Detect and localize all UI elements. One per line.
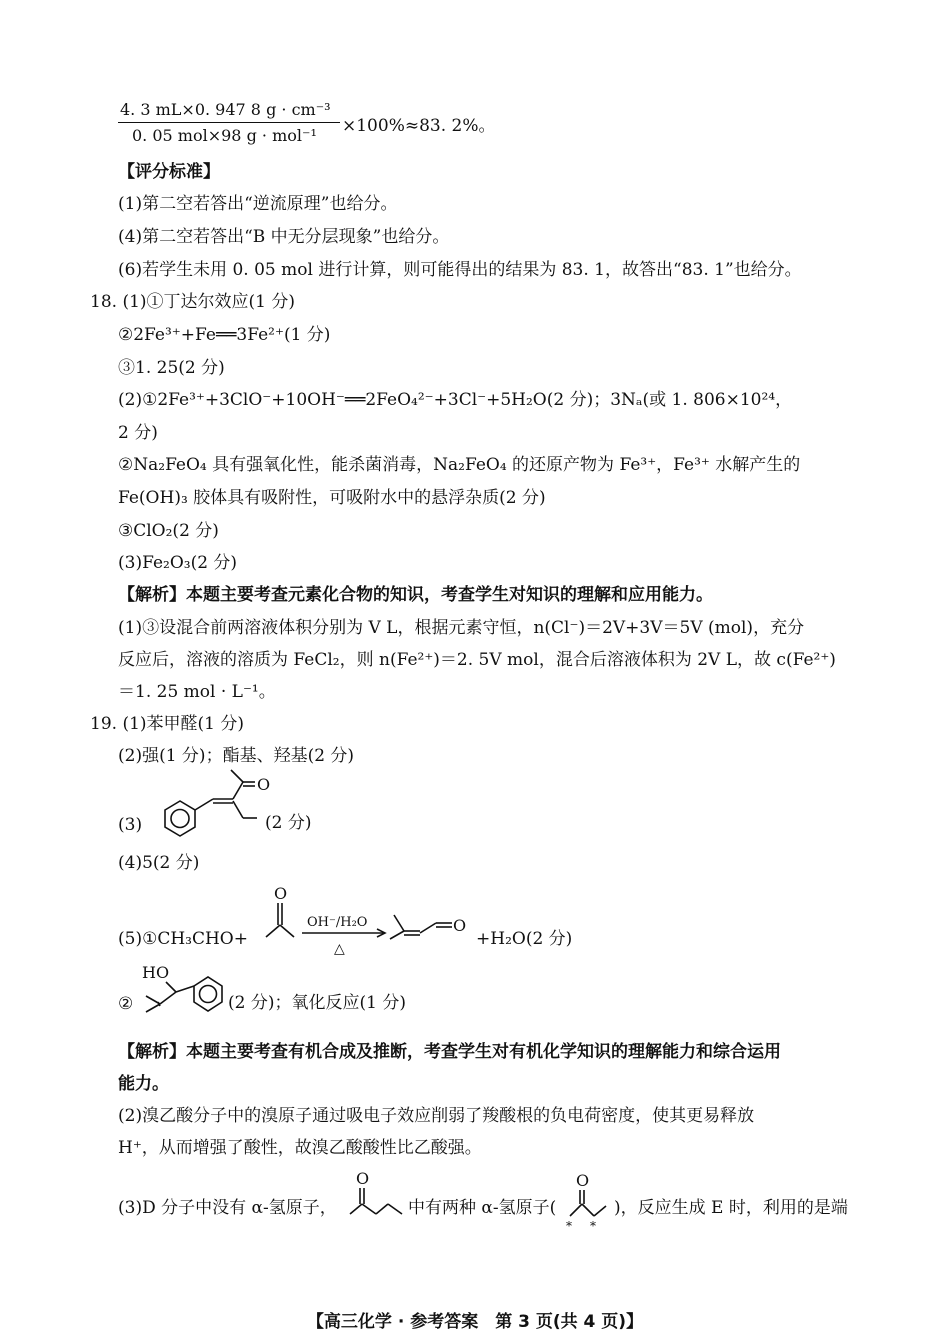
fraction-bar bbox=[118, 122, 340, 123]
structure-butanone-alpha bbox=[566, 1172, 616, 1232]
atom-oxygen: O bbox=[453, 916, 467, 935]
q18-analysis-title: 【解析】本题主要考查元素化合物的知识，考查学生对知识的理解和应用能力。 bbox=[118, 585, 713, 605]
q19-3-score: (2 分) bbox=[265, 813, 312, 833]
q19-analysis-last-b: 中有两种 α-氢原子( bbox=[408, 1198, 557, 1218]
fraction-denominator: 0. 05 mol×98 g · mol⁻¹ bbox=[132, 126, 317, 145]
q19-analysis-line: H⁺，从而增强了酸性，故溴乙酸酸性比乙酸强。 bbox=[118, 1138, 482, 1158]
q19-analysis-title-cont: 能力。 bbox=[118, 1074, 169, 1094]
q19-analysis-last-c: )，反应生成 E 时，利用的是端 bbox=[614, 1198, 848, 1218]
q19-line: (4)5(2 分) bbox=[118, 853, 200, 873]
atom-oxygen: O bbox=[356, 1169, 370, 1188]
q19-analysis-line: (2)溴乙酸分子中的溴原子通过吸电子效应削弱了羧酸根的负电荷密度，使其更易释放 bbox=[118, 1106, 755, 1126]
reaction-condition-top: OH⁻/H₂O bbox=[307, 915, 368, 930]
atom-oxygen: O bbox=[576, 1171, 590, 1190]
q18-line: 2 分) bbox=[118, 423, 158, 443]
q19-line: (2)强(1 分)；酯基、羟基(2 分) bbox=[118, 746, 355, 766]
q19-5b-label: ② bbox=[118, 994, 134, 1014]
q18-line: 18. (1)①丁达尔效应(1 分) bbox=[90, 292, 296, 312]
grading-item: (1)第二空若答出“逆流原理”也给分。 bbox=[118, 194, 398, 214]
q19-3-label: (3) bbox=[118, 815, 143, 835]
q18-line: Fe(OH)₃ 胶体具有吸附性，可吸附水中的悬浮杂质(2 分) bbox=[118, 488, 546, 508]
structure-q19-3 bbox=[145, 770, 275, 842]
fraction-result: ×100%≈83. 2%。 bbox=[342, 116, 496, 136]
aromatic-circle bbox=[171, 810, 189, 828]
structure-acetone bbox=[262, 885, 302, 945]
benzene-ring bbox=[165, 801, 195, 836]
q19-analysis-title: 【解析】本题主要考查有机合成及推断，考查学生对有机化学知识的理解能力和综合运用 bbox=[118, 1042, 781, 1062]
q18-line: ②Na₂FeO₄ 具有强氧化性，能杀菌消毒，Na₂FeO₄ 的还原产物为 Fe³⁺，Fe³⁺ 水解产生的 bbox=[118, 455, 801, 475]
grading-item: (6)若学生未用 0. 05 mol 进行计算，则可能得出的结果为 83. 1，故答出“83. 1”也给分。 bbox=[118, 260, 802, 280]
alpha-mark: * bbox=[566, 1219, 572, 1233]
grading-title: 【评分标准】 bbox=[118, 162, 220, 182]
atom-oxygen: O bbox=[257, 775, 271, 794]
q19-5-prefix: (5)①CH₃CHO+ bbox=[118, 929, 248, 949]
structure-product bbox=[388, 905, 473, 950]
q19-line: 19. (1)苯甲醛(1 分) bbox=[90, 714, 245, 734]
q18-line: (3)Fe₂O₃(2 分) bbox=[118, 553, 238, 573]
q19-analysis-last-a: (3)D 分子中没有 α-氢原子， bbox=[118, 1198, 337, 1218]
q18-line: ③1. 25(2 分) bbox=[118, 358, 225, 378]
reaction-condition-bottom: △ bbox=[334, 941, 345, 957]
benzene-ring bbox=[194, 977, 222, 1011]
structure-butanone bbox=[348, 1170, 408, 1220]
atom-oxygen: O bbox=[274, 884, 288, 903]
q18-line: ②2Fe³⁺+Fe══3Fe²⁺(1 分) bbox=[118, 325, 331, 345]
grading-item: (4)第二空若答出“B 中无分层现象”也给分。 bbox=[118, 227, 450, 247]
aromatic-circle bbox=[200, 986, 217, 1003]
q18-analysis-line: (1)③设混合前两溶液体积分别为 V L，根据元素守恒，n(Cl⁻)＝2V+3V＝5V (mol)，充分 bbox=[118, 618, 805, 638]
q19-5b-suffix: (2 分)；氧化反应(1 分) bbox=[228, 993, 406, 1013]
atom-hydroxyl: HO bbox=[142, 963, 170, 982]
alpha-mark: * bbox=[590, 1219, 596, 1233]
q18-analysis-line: ＝1. 25 mol · L⁻¹。 bbox=[118, 682, 276, 702]
q18-analysis-line: 反应后，溶液的溶质为 FeCl₂，则 n(Fe²⁺)＝2. 5V mol，混合后溶液体积为 2V L，故 c(Fe²⁺) bbox=[118, 650, 836, 670]
q18-line: (2)①2Fe³⁺+3ClO⁻+10OH⁻══2FeO₄²⁻+3Cl⁻+5H₂O(2 分)；3Nₐ(或 1. 806×10²⁴， bbox=[118, 390, 793, 410]
q19-5-suffix: +H₂O(2 分) bbox=[476, 929, 573, 949]
fraction-numerator: 4. 3 mL×0. 947 8 g · cm⁻³ bbox=[120, 100, 331, 119]
page-footer: 【高三化学 · 参考答案 第 3 页(共 4 页)】 bbox=[306, 1312, 644, 1332]
reaction-arrow bbox=[300, 928, 390, 938]
q18-line: ③ClO₂(2 分) bbox=[118, 521, 219, 541]
